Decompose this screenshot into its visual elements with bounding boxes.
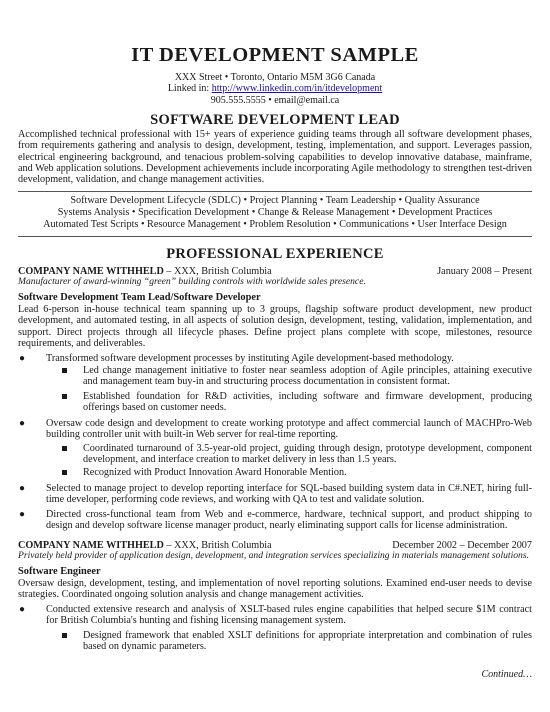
- square-bullet-icon: [62, 633, 67, 638]
- square-bullet-icon: [62, 394, 67, 399]
- job-overview: Oversaw design, development, testing, and implementation of novel reporting solutions. Examined end-user needs to devise strategies. Coordinated ongoing solution analysis and change management activities.: [18, 578, 532, 601]
- experience-title: PROFESSIONAL EXPERIENCE: [166, 246, 384, 262]
- linkedin-link[interactable]: http://www.linkedin.com/in/itdevelopment: [211, 83, 383, 94]
- job-title: Software Development Team Lead/Software Developer: [18, 292, 261, 303]
- summary-title: SOFTWARE DEVELOPMENT LEAD: [150, 112, 400, 128]
- job-overview: Lead 6-person in-house technical team spanning up to 3 groups, flagship software product development, new product development, and automated testing, in all aspects of solution design, development, testing, validation, implementation, and support. Direct projects through all lifecycle phases. Define project plans complete with scope, milestones, resource requirements, and deliverables.: [18, 304, 532, 349]
- square-bullet-icon: [62, 470, 67, 475]
- bullet-text: Selected to manage project to develop reporting interface for SQL-based building system data in C#.NET, hiring full-time developer, performing code reviews, and working with QA to test and validate solution.: [46, 483, 532, 506]
- linkedin-label: Linked in:: [167, 83, 212, 94]
- divider: [18, 236, 532, 237]
- contact-address: XXX Street • Toronto, Ontario M5M 3G6 Canada: [174, 72, 376, 83]
- sub-bullet-text: Established foundation for R&D activities, including software and firmware development, producing offerings based on customer needs.: [83, 391, 532, 414]
- bullet-text: Directed cross-functional team from Web and e-commerce, hardware, technical support, and product shipping to design and develop software license manager product, nearly eliminating support calls for license administration.: [46, 509, 532, 532]
- square-bullet-icon: [62, 368, 67, 373]
- sub-bullet-text: Led change management initiative to foster near seamless adoption of Agile principles, attaining executive and management team buy-in and structuring process documentation in consistent format.: [83, 365, 532, 388]
- candidate-name: IT DEVELOPMENT SAMPLE: [131, 44, 419, 66]
- skills-line: Automated Test Scripts • Resource Management • Problem Resolution • Communications • User Interface Design: [43, 219, 507, 231]
- skills-list: [18, 195, 532, 232]
- bullet-icon: ●: [19, 418, 26, 429]
- bullet-icon: ●: [19, 483, 26, 494]
- skills-line: Systems Analysis • Specification Development • Change & Release Management • Development Practices: [57, 207, 493, 219]
- company-location: – XXX, British Columbia: [163, 266, 272, 277]
- sub-bullet-text: Coordinated turnaround of 3.5-year-old project, guiding through design, prototype development, component development, and interface creation to market delivery in less than 1.5 years.: [83, 443, 532, 466]
- job-dates: December 2002 – December 2007: [392, 540, 532, 551]
- job-employer: [18, 266, 272, 277]
- company-description: Privately held provider of application design, development, and integration services specializing in materials management solutions.: [18, 551, 529, 561]
- contact-linkedin: [0, 83, 550, 94]
- job-title: Software Engineer: [18, 566, 101, 577]
- skills-line: Software Development Lifecycle (SDLC) • Project Planning • Team Leadership • Quality Assurance: [70, 195, 480, 206]
- bullet-icon: ●: [19, 604, 26, 615]
- contact-phone-email: 905.555.5555 • email@email.ca: [210, 95, 340, 106]
- job-employer: [18, 540, 272, 551]
- bullet-icon: ●: [19, 353, 26, 364]
- bullet-text: Conducted extensive research and analysis of XSLT-based rules engine capabilities that helped secure $1M contract for British Columbia's hunting and fishing licensing management system.: [46, 604, 532, 627]
- divider: [18, 191, 532, 192]
- continued-note: Continued…: [481, 669, 532, 680]
- sub-bullet-text: Recognized with Product Innovation Award Honorable Mention.: [83, 467, 347, 478]
- summary-text: Accomplished technical professional with 15+ years of experience guiding teams through all software development phases, from requirements gathering and analysis to design, development, testing, implementation, and support. Leverages passion, electrical engineering background, and tenacious problem-solving capabilities to develop innovative database, mainframe, and Web application solutions. Development achievements include incorporating Agile methodology to strengthen test-driven development, validation, and change management activities.: [18, 129, 532, 186]
- sub-bullet-text: Designed framework that enabled XSLT definitions for appropriate interpretation and combination of rules based on dynamic parameters.: [83, 630, 532, 653]
- job-dates: January 2008 – Present: [437, 266, 532, 277]
- company-location: – XXX, British Columbia: [163, 540, 272, 551]
- company-name: COMPANY NAME WITHHELD: [18, 540, 164, 551]
- square-bullet-icon: [62, 446, 67, 451]
- bullet-text: Transformed software development processes by instituting Agile development-based methodology.: [46, 353, 454, 364]
- bullet-icon: ●: [19, 509, 26, 520]
- company-name: COMPANY NAME WITHHELD: [18, 266, 164, 277]
- bullet-text: Oversaw code design and development to create working prototype and affect commercial launch of MACHPro-Web building controller unit with built-in Web server for real-time reporting.: [46, 418, 532, 441]
- company-description: Manufacturer of award-winning “green” building controls with worldwide sales presence.: [18, 277, 366, 287]
